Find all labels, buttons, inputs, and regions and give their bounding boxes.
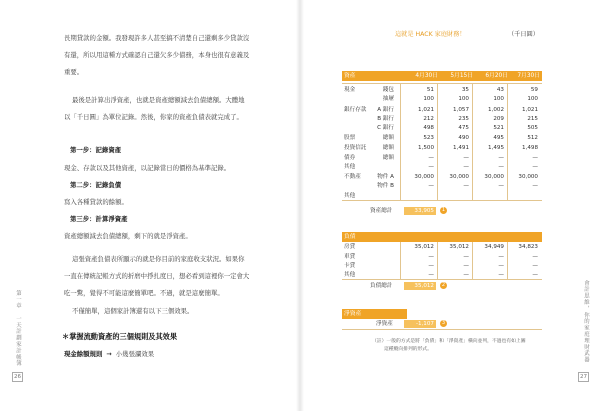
- page-number: 27: [580, 374, 588, 380]
- liability-value-cell: —: [463, 254, 469, 260]
- liability-value-cell: —: [498, 263, 504, 269]
- liability-value-cell: 34,949: [484, 244, 504, 250]
- asset-category: 其他: [344, 193, 356, 199]
- body-line: 重要。: [64, 68, 84, 76]
- asset-category: 銀行存款: [344, 107, 367, 113]
- asset-value-cell: —: [498, 155, 504, 161]
- column-divider: [472, 242, 473, 279]
- liability-category: 車貸: [344, 254, 356, 260]
- asset-value-cell: 1,498: [521, 145, 538, 151]
- liability-value-cell: 34,823: [518, 244, 538, 250]
- table-rule: [342, 329, 542, 330]
- asset-subcategory: 錢包: [382, 87, 394, 93]
- liabilities-header: 負債: [344, 234, 356, 240]
- liability-category: 卡貸: [344, 263, 356, 269]
- body-line: 不僅簡單，這個家計簿還有以下三個效果。: [72, 307, 194, 315]
- rule-line: [64, 349, 154, 360]
- column-divider: [437, 242, 438, 279]
- liability-category: 房貸: [344, 244, 356, 250]
- asset-value-cell: 490: [458, 135, 469, 141]
- asset-value-cell: 1,491: [452, 145, 469, 151]
- asset-value-cell: 475: [458, 125, 469, 131]
- net-value: -1,107: [404, 320, 436, 328]
- table-rule: [342, 279, 542, 280]
- asset-subcategory: 抽屜: [382, 96, 394, 102]
- step1-title: 第一步：記錄資產: [70, 146, 122, 154]
- asset-value-cell: 1,021: [417, 107, 434, 113]
- asset-subcategory: 總額: [382, 145, 394, 151]
- column-divider: [472, 83, 473, 200]
- asset-value-cell: —: [498, 183, 504, 189]
- liabilities-total-value: 35,012: [404, 282, 436, 290]
- arrow-icon: →: [106, 350, 112, 358]
- asset-value-cell: 215: [527, 116, 538, 122]
- table-unit: （千日圓）: [508, 31, 539, 38]
- asset-value-cell: 43: [496, 87, 504, 93]
- asset-subcategory: B 銀行: [377, 116, 394, 122]
- asset-value-cell: 512: [527, 135, 538, 141]
- rule-effect: 小幾張瀾效果: [115, 350, 155, 358]
- marker-badge: 2: [441, 282, 446, 288]
- asset-value-cell: 51: [426, 87, 434, 93]
- column-divider: [437, 83, 438, 200]
- assets-header: 資產: [344, 73, 356, 79]
- liability-value-cell: —: [532, 254, 538, 260]
- asset-value-cell: 209: [493, 116, 504, 122]
- asset-value-cell: —: [428, 164, 434, 170]
- asset-subcategory: 總額: [382, 155, 394, 161]
- note-line: 這種縱向排列的形式。: [384, 347, 432, 352]
- step3-title: 第三步：計算淨資產: [70, 215, 128, 223]
- asset-value-cell: —: [428, 155, 434, 161]
- asset-value-cell: 100: [493, 96, 504, 102]
- asset-value-cell: 30,000: [518, 174, 538, 180]
- asset-value-cell: —: [463, 164, 469, 170]
- liabilities-header-bar: [342, 232, 542, 242]
- asset-value-cell: 523: [423, 135, 434, 141]
- note-line: （註）一般的方式是將「負債」和「淨資產」橫向並列，不過也有如上圖: [372, 339, 526, 344]
- asset-subcategory: 物件 A: [377, 174, 394, 180]
- asset-value-cell: 59: [530, 87, 538, 93]
- section-heading: ＊掌握流動資產的三個規則及其效果: [62, 332, 178, 341]
- asset-value-cell: 1,021: [521, 107, 538, 113]
- body-line: 有還，所以用這種方式確認自己還欠多少債務，本身也很有意義及: [64, 51, 250, 59]
- asset-value-cell: 505: [527, 125, 538, 131]
- asset-value-cell: —: [532, 164, 538, 170]
- asset-value-cell: 1,002: [487, 107, 504, 113]
- asset-value-cell: —: [532, 155, 538, 161]
- table-rule: [342, 200, 542, 201]
- liability-value-cell: —: [463, 272, 469, 278]
- date-header: 7月30日: [517, 73, 540, 79]
- asset-value-cell: 212: [423, 116, 434, 122]
- liability-value-cell: —: [428, 263, 434, 269]
- asset-value-cell: —: [463, 155, 469, 161]
- asset-value-cell: 1,500: [417, 145, 434, 151]
- body-line: 這張資產負債表所顯示的就是你目前的家庭收支狀況。如果你: [72, 255, 245, 263]
- column-divider: [400, 242, 401, 279]
- step3-text: 資產總額減去負債總額，剩下的就是淨資產。: [64, 232, 192, 240]
- liability-value-cell: —: [428, 254, 434, 260]
- asset-value-cell: 498: [423, 125, 434, 131]
- marker-badge: 3: [441, 320, 446, 326]
- asset-value-cell: 30,000: [414, 174, 434, 180]
- asset-value-cell: —: [428, 183, 434, 189]
- liability-value-cell: —: [532, 263, 538, 269]
- asset-value-cell: 100: [458, 96, 469, 102]
- rule-label: 現金餘額規則: [64, 350, 103, 358]
- asset-value-cell: 100: [527, 96, 538, 102]
- liability-value-cell: —: [498, 272, 504, 278]
- asset-value-cell: 35: [461, 87, 469, 93]
- asset-value-cell: 30,000: [449, 174, 469, 180]
- body-line: 長期貸款的金額。我發現許多人甚至搞不清楚自己還剩多少貸款沒: [64, 34, 250, 42]
- asset-category: 債券: [344, 155, 356, 161]
- marker-badge: 1: [441, 207, 446, 213]
- asset-category: 投資信託: [344, 145, 367, 151]
- liabilities-total-label: 負債總計: [370, 283, 393, 289]
- step2-title: 第二步：記錄負債: [70, 181, 122, 189]
- asset-category: 股票: [344, 135, 356, 141]
- date-header: 6月20日: [485, 73, 508, 79]
- chapter-side-label: 第一章 一天計劃家計帳簿: [15, 290, 21, 367]
- assets-header-bar: [342, 71, 542, 81]
- net-label: 淨資產: [376, 321, 393, 327]
- right-page: [300, 0, 600, 411]
- date-header: 4月30日: [415, 73, 438, 79]
- assets-total-value: 33,905: [404, 207, 436, 215]
- liability-value-cell: —: [428, 272, 434, 278]
- step1-text: 現金、存款以及其他資產，以記錄當日的價格為基準記錄。: [64, 164, 231, 172]
- liability-category: 其他: [344, 272, 356, 278]
- asset-value-cell: 495: [493, 135, 504, 141]
- asset-value-cell: 100: [423, 96, 434, 102]
- asset-category: 現金: [344, 87, 356, 93]
- liability-value-cell: —: [498, 254, 504, 260]
- asset-value-cell: 30,000: [484, 174, 504, 180]
- chapter-side-label: 會計思維，你的家庭理財武器: [583, 280, 589, 364]
- asset-subcategory: 總額: [382, 135, 394, 141]
- date-header: 5月15日: [450, 73, 473, 79]
- body-line: 以「千日圓」為單位記錄。然後，你家的資產負債表就完成了。: [64, 113, 243, 121]
- asset-value-cell: —: [463, 183, 469, 189]
- page-number: 26: [14, 374, 22, 380]
- asset-value-cell: 521: [493, 125, 504, 131]
- column-divider: [507, 242, 508, 279]
- asset-subcategory: A 銀行: [377, 107, 394, 113]
- asset-value-cell: 1,057: [452, 107, 469, 113]
- liability-value-cell: —: [532, 272, 538, 278]
- column-divider: [400, 83, 401, 200]
- assets-total-label: 資產總計: [370, 208, 393, 214]
- asset-value-cell: —: [498, 164, 504, 170]
- net-header-bar: [342, 309, 407, 319]
- liability-value-cell: —: [463, 263, 469, 269]
- body-line: 最後是計算出淨資產，也就是資產總額減去負債總額。大體地: [72, 96, 245, 104]
- body-line: 一直在傳統記帳方式的折磨中掙扎度日，想必看到這裡你一定會大: [64, 272, 250, 280]
- table-rule: [342, 83, 542, 84]
- net-header: 淨資產: [344, 311, 362, 317]
- asset-category: 不動產: [344, 174, 361, 180]
- column-divider: [507, 83, 508, 200]
- step2-text: 寫入各種貸款的餘額。: [64, 198, 128, 206]
- asset-subcategory: 物件 B: [377, 183, 394, 189]
- asset-subcategory: C 銀行: [377, 125, 394, 131]
- liability-value-cell: 35,012: [449, 244, 469, 250]
- liability-value-cell: 35,012: [414, 244, 434, 250]
- body-line: 吃一驚，覺得不可能這麼簡單吧。不過，就是這麼簡單。: [64, 289, 224, 297]
- table-title: 這就是 HACK 家庭財務！: [395, 31, 466, 38]
- asset-category: 其他: [344, 164, 356, 170]
- asset-value-cell: 1,495: [487, 145, 504, 151]
- asset-value-cell: —: [532, 183, 538, 189]
- asset-value-cell: 235: [458, 116, 469, 122]
